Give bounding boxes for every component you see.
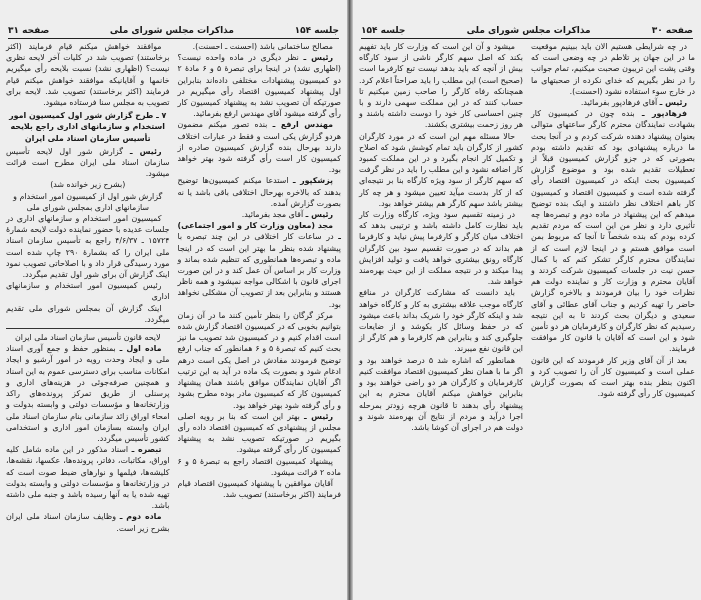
speech-text: نظر دیگری در ماده واحده نیست؟ (اظهاری نشد) در اینجا برای تبصرهٔ ۵ و ۶ مادهٔ ۲ دو کمیسیون پیشنهادات مختلفی داده‌اند بنابراین اول پیشنهاد کمیسیون اقتصاد رأی میگیریم در صورتیکه آن تصویب نشد به پیشنهاد کمیسیون کار رأی گرفته میشود آقای مهندس ارفع بفرمائید. [177,53,341,119]
page-label: صفحه ۳۱ [8,26,50,36]
speech-text: بهتر این است که بنا بر رویه اصلی مجلس از پیشنهادی که کمیسیون اقتصاد داده رأی بگیریم در صورتیکه تصویب نشد به پیشنهاد کمیسیون کار رأی گرفته میشود. [177,411,341,455]
paragraph: کمیسیون امور استخدام و سازمانهای اداری در جلسات عدیده با حضور نماینده دولت لایحه شمارهٔ ۱۵۷۲۴ ـ ۴/۶/۳۷ راجع به تأسیس سازمان اسناد ملی ایران را که بشمارهٔ ۲۹۰ چاپ شده است مورد رسیدگی قرار داد و با اصلاحاتی تصویب نمود اینک گزارش آن برای شور اول تقدیم میگردد. [6,214,170,280]
centered-caption: گزارش شور اول از کمیسیون امور استخدام و سازمانهای اداری بمجلس شورای ملی [13,191,163,212]
speaker-name: رئیس ـ [303,53,333,63]
paragraph: در زمینه تقسیم سود ویژه، کارگاه وزارت کار باید نظارت کامل داشته باشد و ترتیبی بدهد که اختلاف میان کارگر و کارفرما پیش نیاید و کارفرما هم بداند که در صورت تقسیم سود بین کارگران کارگاه رونق بیشتری خواهد یافت و تولید افزایش پیدا میکند و در نتیجه مملکت از این حیث بهره‌مند خواهد شد. [359,210,523,287]
speech-text: آقای مجد بفرمائید. [241,210,304,220]
speaker-paragraph [6,444,170,511]
speaker-name: رئیس ـ [129,146,162,156]
speaker-name: پزشکپور ـ [292,176,333,186]
speech-text: وظایف سازمان اسناد ملی ایران بشرح زیر است. [6,512,170,533]
speech-text: استدعا میکنم کمیسیون‌ها توضیح بدهند که بالاخره بهرحال اختلافی باقی باشد یا نه بصورت گزارش آمده. [177,176,341,208]
left-page [0,0,347,600]
speech-text: بنده تصور میکنم مضمون هردو گزارش یکی است و فقط در عبارات اختلاف دارند بهرحال بنده گزارش کمیسیون صادره از کمیسیون کار است رأی گرفته شود بهتر خواهد بود. [177,120,341,175]
title: مذاکرات مجلس شورای ملی [466,26,591,36]
paragraph: میشود و آن این است که وزارت کار باید تفهیم بکند که اصل سهم کارگر ناشی از سود کارگاه بیش از آنچه که باید بدهد نیست تبع کارفرما است (صحیح است) این مطلب را باید صراحتاً اعلام کرد. همچنانکه رفاه کارگر را صاحب زمین میکنیم تا حساب کنند که در این مملکت سهمی دارند و با چنین احساسی کار خود را دوست داشته باشند و هر روز زحمت بیشتری بکشند. [359,42,523,130]
speaker-name: مهندس ارفع ـ [272,120,333,130]
paragraph: آقایان موافقین با پیشنهاد کمیسیون اقتصاد قیام فرمایند (اکثر برخاستند) تصویب شد. [177,478,341,500]
speech-text: بنده چون در کمیسیون کار بشهادت نمایندگان محترم کارگر ساعتهای متوالی بعنوان پیشنهاد دهنده شرکت کردم و در آنجا بحث ما درباره پیشنهادی بود که تقدیم داشته بودم بصورتی که در جزو گزارش کمیسیون قبلاً از تعطیلات تقدیم شده بود و موضوع گزارش کمیسیون بحث اینکه در کمیسیون اقتصاد رأی گرفته شده است و کمیسیون اقتصاد و کمیسیون کار باهم اختلاف نظر داشتند و اینک بنده توضیح میدهم که این پیشنهاد در ماده دوم و تبصره‌ها چه تأثیری دارد و نظر من این است که مردم تقدیم کرده بودم که بنده شخصاً تا آنجا که مربوط بمن است موافق هستم و در اینجا لازم است که از نمایندگان محترم کارگر تشکر کنم که با کمال حسن نیت در جلسات کمیسیون شرکت کردند و آقایان محترم و وزارت کار و نماینده دولت هم نظرات خود را بیان فرمودند و بالاخره گزارش حاضر را تهیه کردیم و جناب آقای عطائی و آقای سعیدی و دیگران بحث کردند تا به این نتیجه رسیدیم که نظر کارگران و کارفرمایان هر دو تأمین شود و این است که آقایان با قانون کار موافقت فرمایند. [531,109,695,354]
speaker-name: ماده اول ـ [119,344,162,354]
speaker-paragraph [6,511,170,533]
session-label: جلسه ۱۵۴ [294,26,339,36]
speaker-name: ماده دوم ـ [119,512,162,522]
paragraph: موافقند خواهش میکنم قیام فرمایند (اکثر برخاستند) تصویب شد در کلیات آخر لایحه نظری نیست؟ (اظهاری نشد) نسبت بلایحه رأی میگیریم خانمها و آقایانیکه موافقند خواهش میکنم قیام فرمایند (اکثر برخاستند) تصویب شد. لایحه برای تصویب به مجلس سنا فرستاده میشود. [6,42,170,108]
speaker-name: فرهادپور ـ [641,109,687,119]
centered-caption: لایحه قانون تأسیس سازمان اسناد ملی ایران [15,333,161,343]
speaker-paragraph [178,175,342,209]
speaker-paragraph [531,97,695,108]
paragraph: باید دانست که مشارکت کارگران در منافع کارگاه موجب علاقه بیشتری به کار و کارگاه خواهد شد و اینکه کارگر خود را شریک بداند باعث میشود که در حفظ وسائل کار بکوشد و از ضایعات جلوگیری کند و بنابراین هم کارفرما و هم کارگر از این قانون نفع میبرند. [359,288,523,354]
speaker-paragraph [178,411,342,456]
speaker-paragraph [531,108,695,354]
paragraph: حالا مسئله مهم این است که در مورد کارگران کشور از کارگران باید تمام کوشش شود که اصلاح و تکمیل کار انجام بگیرد و در این مملکت کمبود کار اضافه نشود و این مطلب را باید در نظر گرفت که سهم کارگر از سود ویژه کارگاه بنا بر نتیجه‌ای که از کار بدست میآید تعیین میشود و هر چه کار بیشتر باشد سهم کارگر هم بیشتر خواهد بود. [359,131,523,208]
speech-text: بمنظور حفظ و جمع آوری اسناد ملی و ایجاد وحدت رویه در امور آرشیو و ایجاد امکانات مناسب برای دسترسی عموم به این اسناد و همچنین صرفه‌جوئی در هزینه‌های اداری و پرسنلی از طریق تمرکز پرونده‌های راکد وزارتخانه‌ها و مؤسسات دولتی و وابسته بدولت و امحاء اوراق زائد سازمانی بنام سازمان اسناد ملی ایران وابسته بسازمان امور اداری و استخدامی کشور تأسیس میگردد. [6,344,170,443]
page-header [361,22,693,39]
paragraph: اینک گزارش آن بمجلس شورای ملی تقدیم میگردد. [6,303,170,324]
speaker-paragraph [6,146,170,180]
right-column [531,41,695,433]
speaker-name: مجد (معاون وزارت کار و امور اجتماعی) ـ [177,221,341,242]
section-heading: ۷ ـ طرح گزارش شور اول کمیسیون امور استخدام و سازمانهای اداری راجع بلایحه تأسیس سازمان اسناد ملی ایران [9,111,167,143]
left-column [359,41,523,433]
page-header [8,22,339,39]
right-page [353,0,701,600]
speech-text: اسناد مذکور در این ماده شامل کلیه اوراق، مکاتبات، دفاتر، پرونده‌ها، عکسها، نقشه‌ها، کلیشه‌ها، فیلمها و نوارهای ضبط صوت است که در وزارتخانه‌ها و مؤسسات دولتی و وابسته بدولت تهیه شده یا به آنها رسیده باشد و جنبه ملی داشته باشد. [6,445,170,511]
paragraph: مصالح ساختمانی باشد (احسنت ـ احسنت). [192,42,333,51]
paragraph: پیشنهاد کمیسیون اقتصاد راجع به تبصرهٔ ۵ و ۶ ماده ۲ قرائت میشود. [177,456,341,477]
speaker-name: رئیس ـ [304,411,333,421]
speaker-name: رئیس ـ [305,210,333,220]
section-divider [6,328,170,329]
page-label: صفحه ۳۰ [651,26,693,36]
speaker-paragraph [178,52,342,119]
paragraph: همانطور که اشاره شد ۵ درصد خواهند بود و اگر ما با همان نظر کمیسیون اقتصاد موافقت کنیم کارفرمایان و کارگران هر دو راضی خواهند بود و بنابراین خواهش میکنم آقایان محترم به این پیشنهاد رأی بدهند تا قانون هرچه زودتر بمرحله اجرا درآید و مردم از نتایج آن بهره‌مند شوند و دولت هم در اجرای آن کوشا باشد. [359,355,523,432]
right-column [178,41,342,534]
title: مذاکرات مجلس شورای ملی [109,26,234,36]
speaker-name: رئیس ـ [659,98,687,108]
speaker-name: تبصره ـ [131,445,162,455]
paragraph: در چه شرایطی هستیم الان باید ببینیم موقعیت ما در این جهان پر تلاطم در چه وضعی است که وقتی پشت این تریبون صحبت میکنیم، تمام جوانب را در نظر بگیریم که خدای نکرده از صحبتهای ما در خارج سوء استفاده نشود (احسنت). [531,42,695,96]
paragraph: رئیس کمیسیون امور استخدام و سازمانهای اداری [6,281,170,302]
speech-text: گزارش شور اول لایحه تأسیس سازمان اسناد ملی ایران مطرح است قرائت میشود. [6,146,170,179]
speaker-paragraph [178,209,342,220]
speech-text: در ساعات کار اختلافی در این چند تبصره با پیشنهاد شده بنظر ما بهتر این است که در اینجا ماده و تبصره‌ها همانطوری که تنظیم شده بماند و وزارت کار بر اساس آن عمل کند و در این صورت اجرای قانون با اشکالی مواجه نمیشود و همه ناظر هستند و بنابراین بعد از تصویب آن مشکلی نخواهد بود. [177,232,341,309]
speaker-paragraph [6,343,170,444]
speaker-paragraph [178,220,342,310]
session-label: جلسه ۱۵۴ [361,26,406,36]
left-column [6,41,170,534]
paragraph: مرکز گرگان را بنظر تأمین کنند ما در آن زمان بتوانیم بخوبی که در کمیسیون اقتصاد گزارش شده است اقدام کنیم و در کمیسیون شد تصویب ما نیز بحث کنیم که تبصرهٔ ۵ و ۶ همانطور که جناب ارفع توضیح فرمودند مفادش در اصل یکی است درهم ادغام شود و بصورت یک ماده در آید به این ترتیب اگر آقایان نمایندگان موافق باشند همان پیشنهاد کمیسیون کار که کمیسیون مادر بوده مطرح بشود و رأی گرفته شود بهتر خواهد بود. [177,310,341,410]
centered-caption: (بشرح زیر خوانده شد) [50,180,126,190]
speaker-paragraph [178,119,342,175]
text-columns [6,41,341,534]
paragraph: بعد از آن آقای وزیر کار فرمودند که این قانون عملی است و کمیسیون کار آن را تصویب کرد و اکنون بنظر بنده بهتر است که بصورت گزارش کمیسیون کار رأی گرفته شود. [531,355,695,399]
text-columns [359,41,695,433]
speech-text: آقای فرهادپور بفرمائید. [580,98,658,108]
